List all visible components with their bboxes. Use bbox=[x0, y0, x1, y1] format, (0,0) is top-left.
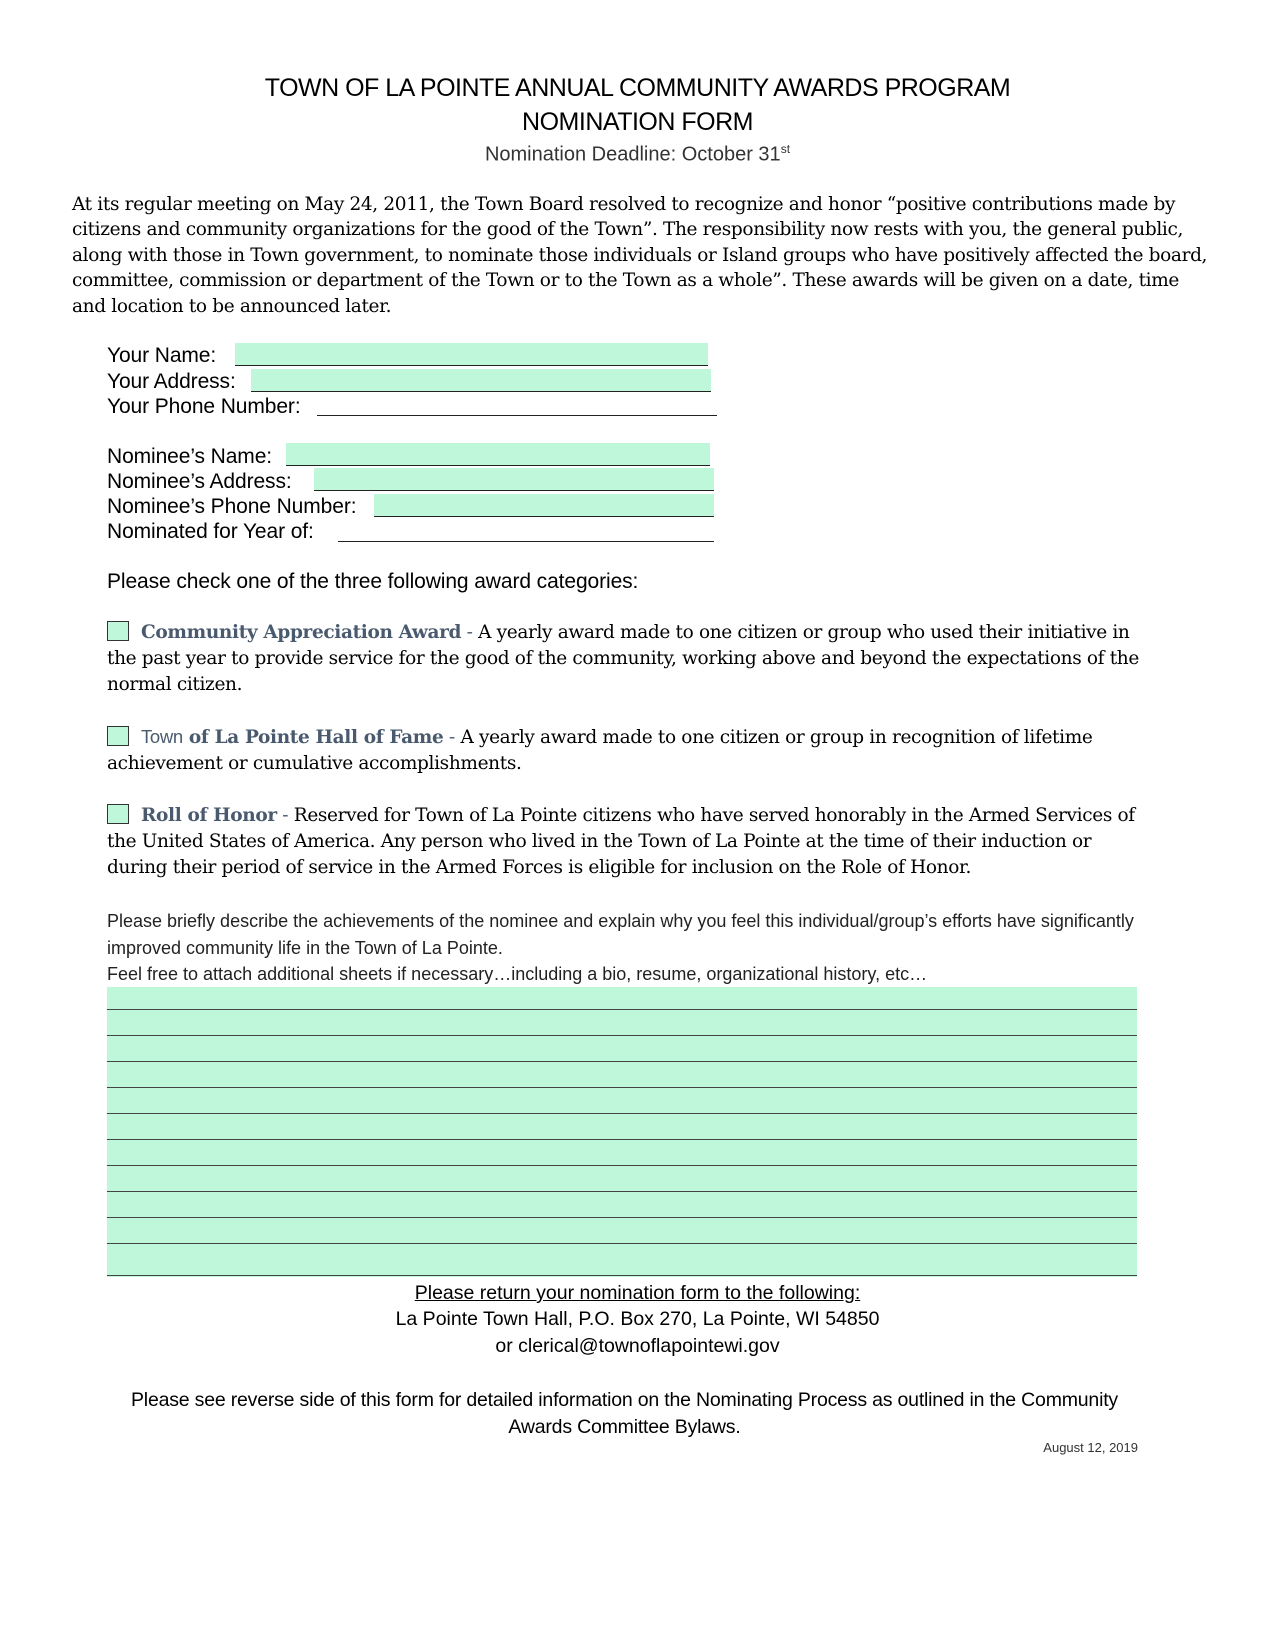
form-title-line1: TOWN OF LA POINTE ANNUAL COMMUNITY AWARDS PROGRAM bbox=[264, 74, 1011, 102]
writing-line bbox=[107, 1061, 1137, 1062]
nominee-name-label: Nominee’s Name: bbox=[107, 445, 273, 468]
nominee-address-field[interactable] bbox=[314, 468, 714, 491]
description-line2: Feel free to attach additional sheets if necessary…including a bio, resume, organizational history, etc… bbox=[107, 964, 928, 984]
nominee-name-field[interactable] bbox=[286, 443, 710, 466]
return-heading: Please return your nomination form to the following: bbox=[414, 1282, 861, 1304]
intro-paragraph: At its regular meeting on May 24, 2011, the Town Board resolved to recognize and honor “positive contributions made by citizens and community organizations for the good of the Town”. The responsibility now rests with you, the general public, along with those in Town government, to nominate those individuals or Island groups who have positively affected the board, committee, commission or department of the Town or to the Town as a whole”. These awards will be given on a date, time and location to be announced later. bbox=[72, 194, 1208, 317]
roll-of-honor-checkbox[interactable] bbox=[107, 804, 129, 824]
category-description: A yearly award made to one citizen or group who used their initiative in the past year to provide service for the good of the community, working above and beyond the expectations of the normal citizen. bbox=[107, 622, 1139, 695]
category-roll-of-honor bbox=[107, 803, 1147, 881]
your-phone-field[interactable] bbox=[317, 415, 717, 416]
your-name-field[interactable] bbox=[235, 343, 708, 366]
your-address-field[interactable] bbox=[251, 369, 711, 392]
return-address: La Pointe Town Hall, P.O. Box 270, La Pointe, WI 54850 bbox=[395, 1308, 880, 1330]
writing-line bbox=[107, 1165, 1137, 1166]
writing-line bbox=[107, 1113, 1137, 1114]
community-appreciation-checkbox[interactable] bbox=[107, 621, 129, 641]
nomination-deadline bbox=[0, 142, 1275, 167]
revision-date: August 12, 2019 bbox=[1043, 1440, 1138, 1455]
category-separator: - bbox=[443, 727, 461, 748]
nominee-description-textarea[interactable] bbox=[107, 987, 1137, 1277]
writing-line bbox=[107, 1191, 1137, 1192]
nominee-phone-field[interactable] bbox=[374, 494, 714, 517]
category-hall-of-fame bbox=[107, 724, 1147, 777]
category-description: Reserved for Town of La Pointe citizens who have served honorably in the Armed Services of the United States of America. Any person who lived in the Town of La Pointe at the time of their induction or during their period of service in the Armed Forces is eligible for inclusion on the Role of Honor. bbox=[107, 805, 1135, 878]
return-email: or clerical@townoflapointewi.gov bbox=[495, 1335, 780, 1357]
see-reverse-note: Please see reverse side of this form for detailed information on the Nominating Process as outlined in the Community Awards Committee Bylaws. bbox=[131, 1389, 1118, 1438]
category-name: Community Appreciation Award bbox=[141, 622, 462, 643]
writing-line bbox=[107, 1139, 1137, 1140]
your-address-label: Your Address: bbox=[107, 370, 236, 393]
category-description: A yearly award made to one citizen or group in recognition of lifetime achievement or cumulative accomplishments. bbox=[107, 727, 1093, 774]
nominee-phone-label: Nominee’s Phone Number: bbox=[107, 495, 357, 518]
categories-prompt: Please check one of the three following award categories: bbox=[107, 570, 639, 593]
your-name-label: Your Name: bbox=[107, 344, 217, 367]
your-phone-label: Your Phone Number: bbox=[107, 395, 301, 418]
description-instructions bbox=[107, 908, 1157, 988]
hall-of-fame-checkbox[interactable] bbox=[107, 726, 129, 746]
nominated-year-label: Nominated for Year of: bbox=[107, 520, 314, 543]
deadline-text: Nomination Deadline: October 31 bbox=[484, 143, 781, 166]
category-separator: - bbox=[276, 805, 294, 826]
form-title-line2: NOMINATION FORM bbox=[522, 108, 753, 136]
deadline-suffix: st bbox=[780, 142, 791, 156]
category-name-prefix: Town bbox=[141, 726, 183, 747]
writing-line bbox=[107, 1087, 1137, 1088]
writing-line bbox=[107, 1217, 1137, 1218]
writing-line bbox=[107, 1275, 1137, 1276]
category-community-appreciation bbox=[107, 620, 1147, 698]
writing-line bbox=[107, 1035, 1137, 1036]
nominated-year-field[interactable] bbox=[338, 541, 714, 542]
writing-line bbox=[107, 1243, 1137, 1244]
category-name: Roll of Honor bbox=[141, 805, 277, 826]
category-separator: - bbox=[461, 622, 479, 643]
category-name: of La Pointe Hall of Fame bbox=[182, 727, 444, 748]
nominee-address-label: Nominee’s Address: bbox=[107, 470, 292, 493]
writing-line bbox=[107, 1009, 1137, 1010]
description-line1: Please briefly describe the achievements of the nominee and explain why you feel this individual/group’s efforts have significantly improved community life in the Town of La Pointe. bbox=[107, 911, 1134, 958]
